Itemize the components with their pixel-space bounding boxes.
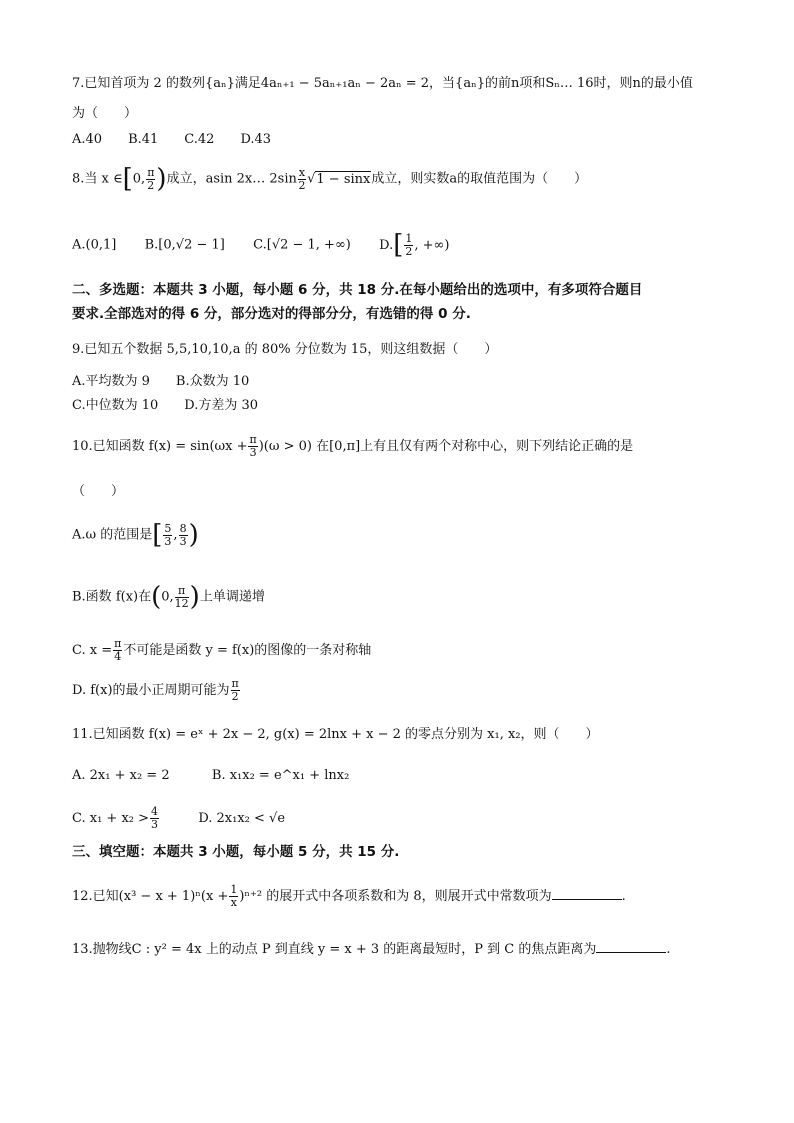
q8-opt-a: A.(0,1] — [72, 237, 117, 253]
section-2-line2: 要求.全部选对的得 6 分，部分选对的得部分分，有选错的得 0 分. — [72, 306, 471, 322]
q9-stem: 9.已知五个数据 5,5,10,10,a 的 80% 分位数为 15，则这组数据（ ） — [72, 342, 498, 357]
q10-paren: （ ） — [72, 484, 125, 499]
q7-line2: 为（ ） — [72, 106, 138, 121]
q11-opt-a: A. 2x₁ + x₂ = 2 — [72, 768, 170, 783]
q8-frac-x-2: $\frac{x}{2}$ — [298, 165, 306, 192]
q11-options-1 — [72, 768, 349, 784]
q10-opt-b: B.函数 f(x)在(0, $\frac{\pi}{12}$ )上单调递增 — [72, 582, 265, 612]
q10-frac-pi-3: $\frac{\pi}{3}$ — [249, 433, 257, 459]
q9-options-2: C.中位数为 10 D.方差为 30 — [72, 398, 259, 413]
q13-stem: 13.抛物线C : y² = 4x 上的动点 P 到直线 y = x + 3 的距离最短时，P 到 C 的焦点距离为 . — [72, 942, 671, 957]
q8-opt-b: B.[0,√2 − 1] — [144, 237, 225, 253]
q8-root: 1 − sinx — [316, 171, 371, 187]
q11-opt-c: C. x₁ + x₂ > $\frac{4}{3}$ — [72, 805, 159, 831]
q13-answer-blank[interactable] — [596, 940, 666, 953]
q8-options — [72, 232, 449, 258]
q8-stem: 8.当 x ∈[0, $\frac{\pi}{2}$ )成立，asin 2x… 2sin $\frac{x}{2}$ √1 − sinx成立，则实数a的取值范围为（ ） — [72, 164, 588, 194]
q7-options: A.40 B.41 C.42 D.43 — [72, 132, 272, 147]
q12-stem: 12.已知(x³ − x + 1)ⁿ(x + $\frac{1}{x}$ )ⁿ⁺² 的展开式中各项系数和为 8，则展开式中常数项为 . — [72, 883, 626, 909]
q8-post: 成立，则实数a的取值范围为（ ） — [371, 171, 588, 187]
q11-opt-b: B. x₁x₂ = e^x₁ + lnx₂ — [211, 768, 350, 783]
q8-bracket: [ — [122, 164, 133, 194]
q10-stem: 10.已知函数 f(x) = sin(ωx + $\frac{\pi}{3}$ )(ω > 0) 在[0,π]上有且仅有两个对称中心，则下列结论正确的是 — [72, 433, 634, 459]
q7-line1: 7.已知首项为 2 的数列{aₙ}满足4aₙ₊₁ − 5aₙ₊₁aₙ − 2aₙ = 2，当{aₙ}的前n项和Sₙ… 16时，则n的最小值 — [72, 76, 693, 91]
q8-pre: 8.当 x ∈ — [72, 171, 123, 187]
q10-opt-d: D. f(x)的最小正周期可能为 $\frac{\pi}{2}$ — [72, 677, 239, 703]
q8-opt-d: D.[ $\frac{1}{2}$ , +∞) — [379, 230, 450, 260]
section-3-header: 三、填空题：本题共 3 小题，每小题 5 分，共 15 分. — [72, 844, 400, 860]
q12-answer-blank[interactable] — [552, 887, 622, 900]
q10-opt-a: A.ω 的范围是[ $\frac{5}{3}$ , $\frac{8}{3}$ ) — [72, 520, 199, 550]
q11-opt-d: D. 2x₁x₂ < √e — [198, 811, 286, 826]
q9-options-1: A.平均数为 9 B.众数为 10 — [72, 374, 250, 389]
q8-opt-c: C.[√2 − 1, +∞) — [253, 237, 351, 253]
q8-paren: ) — [156, 164, 167, 194]
q8-mid: 成立，asin 2x… 2sin — [166, 171, 297, 187]
q11-stem: 11.已知函数 f(x) = eˣ + 2x − 2, g(x) = 2lnx + x − 2 的零点分别为 x₁, x₂，则（ ） — [72, 727, 599, 742]
q8-interval: 0, — [132, 171, 146, 187]
q11-options-2 — [72, 806, 285, 831]
q8-frac-pi-2: $\frac{\pi}{2}$ — [147, 165, 155, 192]
section-2-line1: 二、多选题：本题共 3 小题，每小题 6 分，共 18 分.在每小题给出的选项中，有多项符合题目 — [72, 282, 643, 298]
q10-opt-c: C. x = $\frac{\pi}{4}$ 不可能是函数 y = f(x)的图像的一条对称轴 — [72, 637, 372, 663]
